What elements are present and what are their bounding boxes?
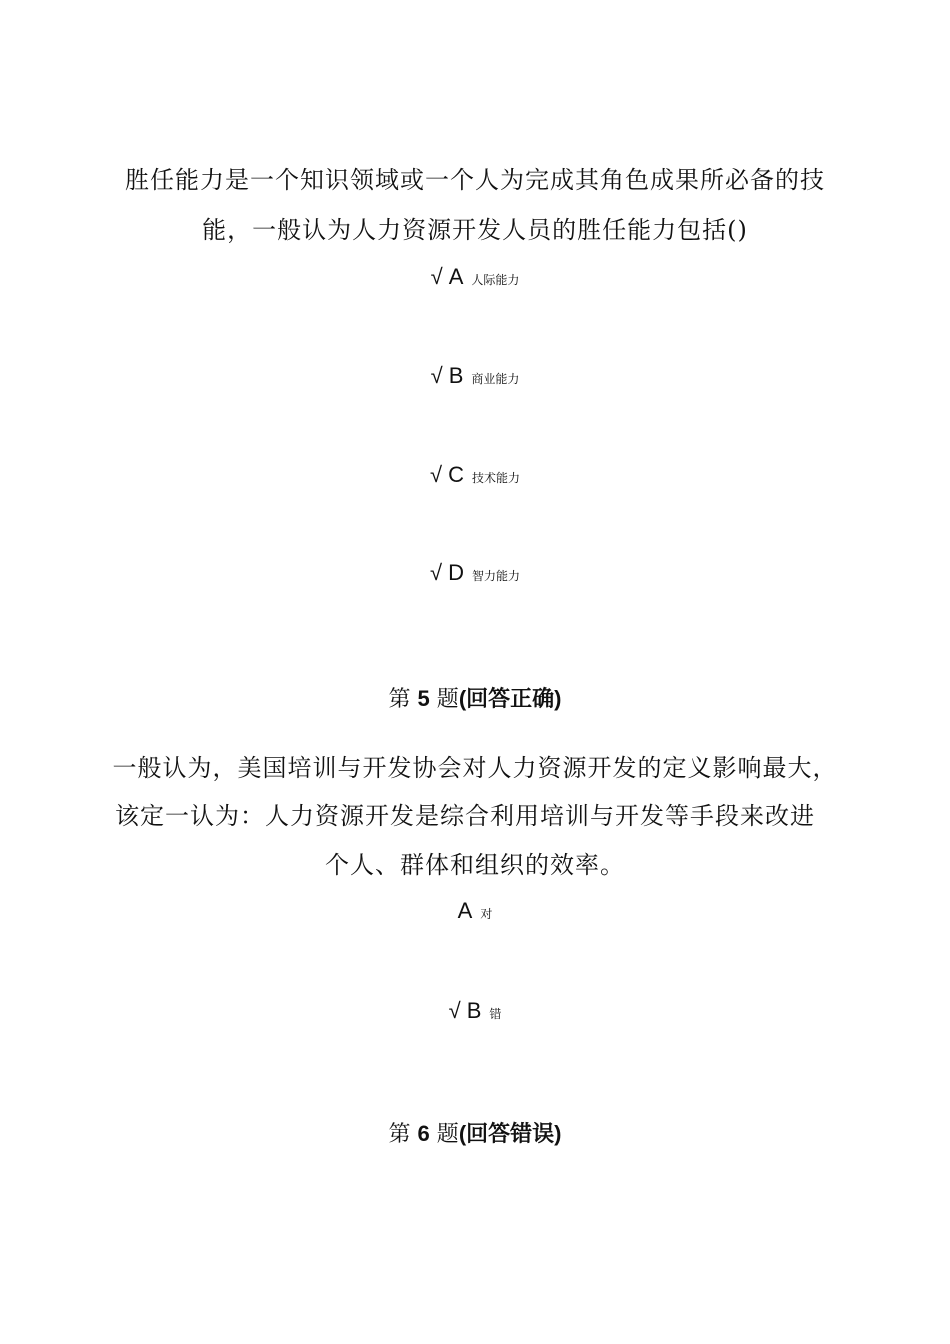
option-b — [0, 998, 950, 1024]
heading-suffix: 题 — [436, 687, 459, 712]
answer-status: (回答正确) — [458, 686, 562, 711]
option-text: 对 — [480, 907, 493, 921]
option-d — [0, 560, 950, 586]
question-text-line: 一般认为，美国培训与开发协会对人力资源开发的定义影响最大， — [112, 754, 838, 782]
question-heading — [0, 1117, 950, 1148]
option-text: 商业能力 — [471, 372, 520, 386]
check-mark: √ — [430, 363, 443, 388]
option-letter: B — [448, 363, 464, 388]
question-heading — [0, 682, 950, 713]
option-b — [0, 363, 950, 389]
question-text-line: 能，一般认为人力资源开发人员的胜任能力包括() — [202, 216, 748, 244]
check-mark: √ — [430, 264, 443, 289]
option-text: 错 — [489, 1007, 502, 1021]
heading-prefix: 第 — [388, 687, 411, 712]
option-letter: A — [448, 264, 464, 289]
question-text-line: 该定一认为：人力资源开发是综合利用培训与开发等手段来改进 — [115, 802, 815, 830]
option-text: 智力能力 — [471, 569, 520, 583]
heading-prefix: 第 — [388, 1122, 411, 1147]
option-letter: A — [457, 898, 473, 923]
option-letter: B — [466, 998, 482, 1023]
option-text: 技术能力 — [471, 471, 520, 485]
option-a — [0, 264, 950, 290]
check-mark: √ — [430, 560, 443, 585]
check-mark: √ — [430, 462, 443, 487]
option-c — [0, 462, 950, 488]
option-a — [0, 898, 950, 924]
check-mark: √ — [448, 998, 461, 1023]
heading-suffix: 题 — [436, 1122, 459, 1147]
option-letter: D — [448, 560, 464, 585]
option-letter: C — [448, 462, 464, 487]
question-number: 6 — [417, 1121, 430, 1146]
question-number: 5 — [417, 686, 430, 711]
question-text-line: 个人、群体和组织的效率。 — [325, 851, 625, 879]
answer-status: (回答错误) — [458, 1121, 562, 1146]
option-text: 人际能力 — [471, 273, 520, 287]
question-text-line: 胜任能力是一个知识领域或一个人为完成其角色成果所必备的技 — [125, 166, 825, 194]
